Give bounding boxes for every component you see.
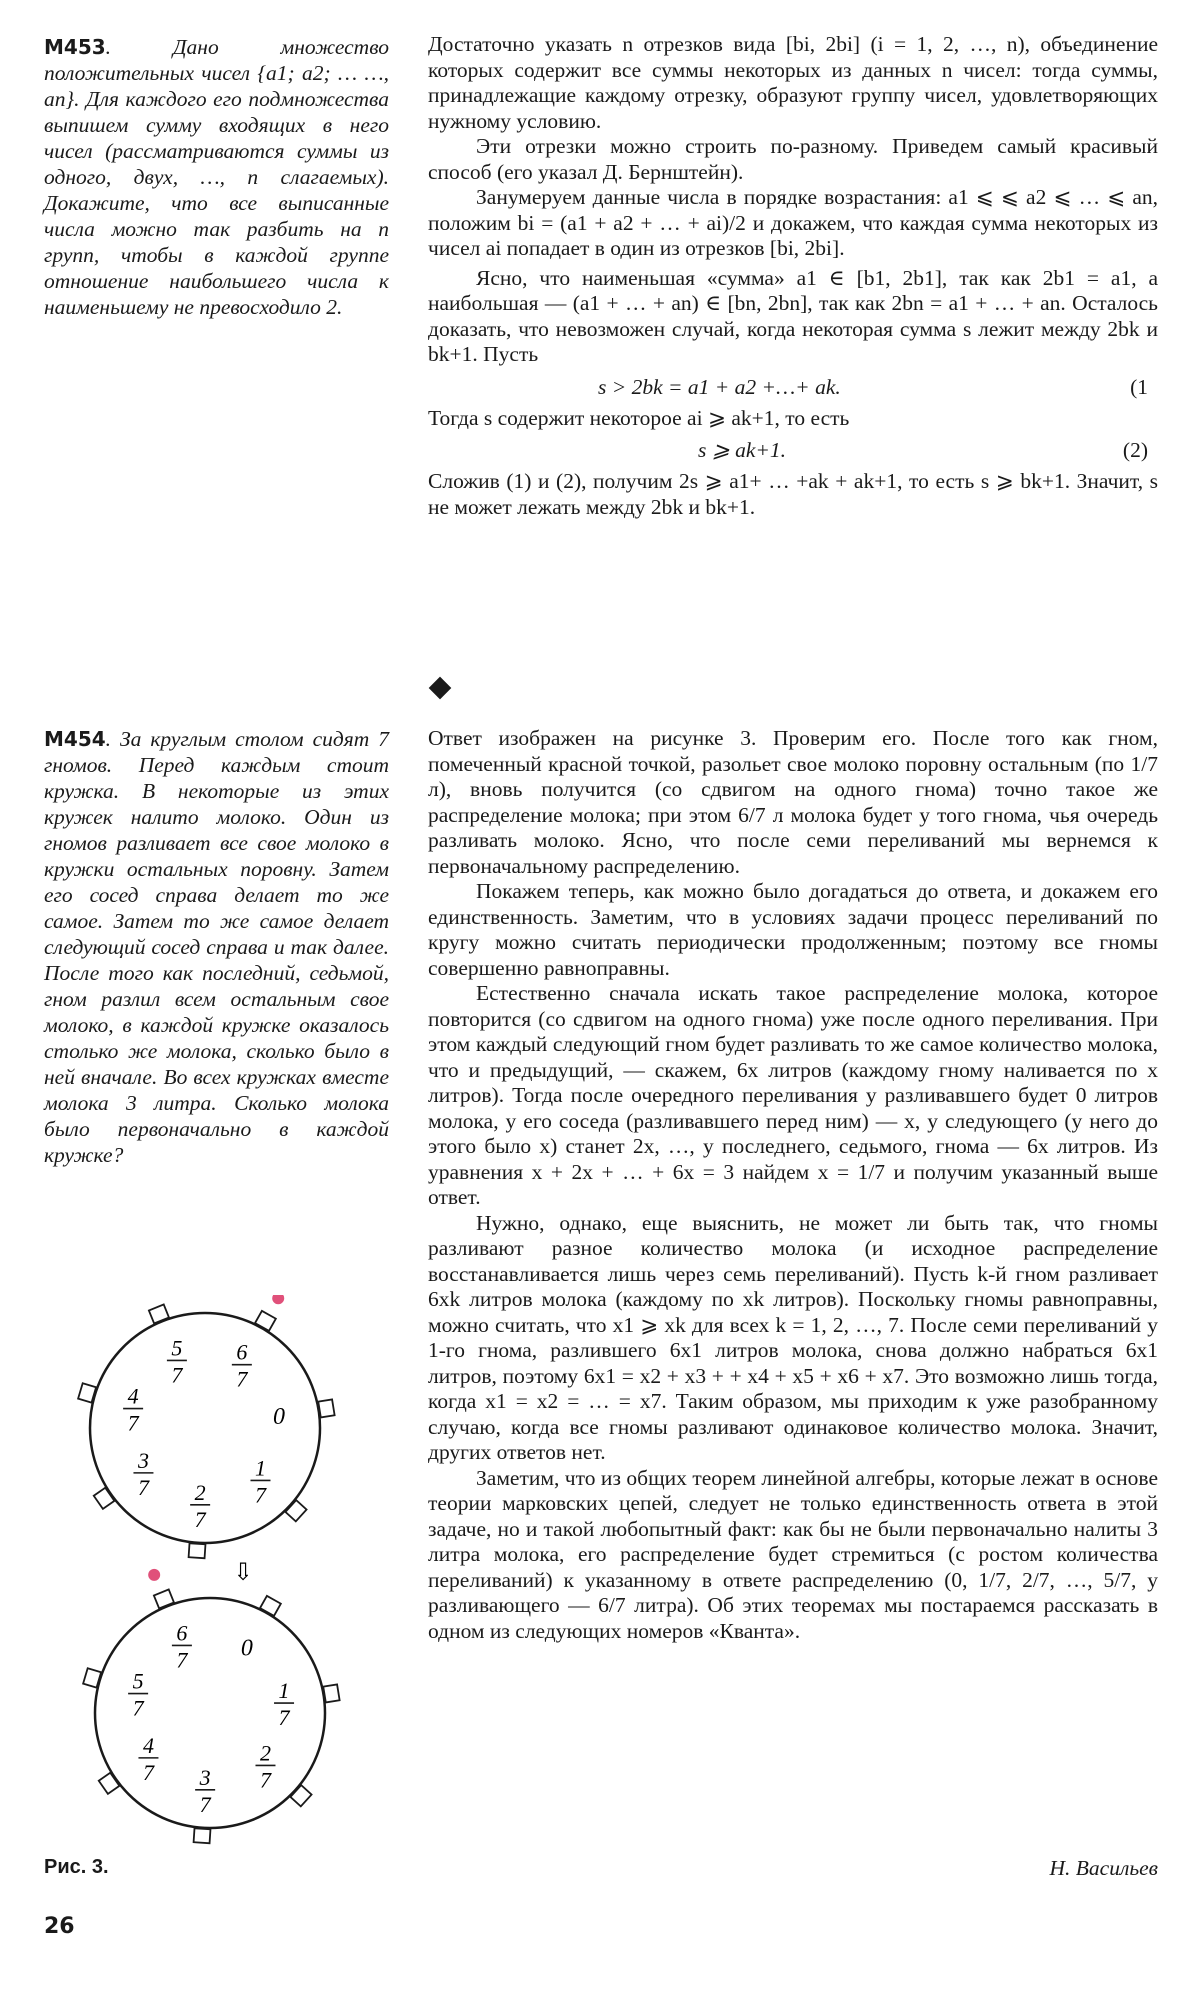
bottom-circle-numerator: 6 [176, 1620, 188, 1646]
down-arrow-icon: ⇩ [233, 1560, 254, 1586]
formula-2 [428, 435, 1158, 465]
bottom-circle-denominator: 7 [259, 1767, 271, 1793]
bottom-circle-denominator: 7 [199, 1791, 211, 1817]
formula-1-number: (1 [1130, 374, 1148, 399]
bottom-circle-value: 0 [240, 1635, 253, 1662]
bottom-circle-mug [290, 1785, 311, 1806]
top-circle-denominator: 7 [137, 1474, 149, 1500]
m453-solution-p2: Эти отрезки можно строить по-разному. Приведем самый красивый способ (его указал Д. Бернштейн). [428, 134, 1158, 184]
m453-statement [44, 34, 389, 320]
m453-solution-p3: Занумеруем данные числа в порядке возрастания: a1 ⩽ ⩽ a2 ⩽ … ⩽ an, положим bi = (a1 + a2 + … + ai)/2 и докажем, что каждая сумма некоторых из чисел ai попадает в один из отрезков [bi, 2bi]. [428, 185, 1158, 260]
author: Н. Васильев [1049, 1856, 1158, 1880]
bottom-circle [83, 1569, 340, 1843]
bottom-circle-numerator: 2 [259, 1740, 271, 1766]
formula-1-text: s > 2bk = a1 + a2 +…+ ak. [598, 374, 841, 399]
top-circle-denominator: 7 [194, 1506, 206, 1532]
m453-between-text: Тогда s содержит некоторое ai ⩾ ak+1, то есть [428, 405, 850, 430]
bottom-circle-numerator: 1 [278, 1678, 290, 1704]
bottom-circle-mug [260, 1596, 281, 1616]
bottom-circle-mug [99, 1773, 120, 1794]
bottom-circle-numerator: 5 [132, 1668, 144, 1694]
top-circle-denominator: 7 [171, 1362, 183, 1388]
bottom-circle-numerator: 3 [199, 1764, 211, 1790]
top-circle-mug [285, 1500, 306, 1521]
top-circle-mug [189, 1543, 206, 1558]
bottom-circle-denominator: 7 [142, 1759, 154, 1785]
formula-2-number: (2) [1122, 438, 1148, 462]
m453-label: M453 [44, 35, 106, 59]
bottom-circle-red-dot [148, 1569, 160, 1581]
top-circle [78, 1295, 335, 1558]
page-number: 26 [44, 1914, 75, 1939]
bottom-circle-denominator: 7 [278, 1705, 290, 1731]
m454-solution-p2: Покажем теперь, как можно было догадаться до ответа, и докажем его единственность. Заметим, что в условиях задачи процесс переливаний по кругу можно считать периодически продолженным; поэтому все гномы совершенно равноправны. [428, 879, 1158, 980]
m454-solution-p3: Естественно сначала искать такое распределение молока, которое повторится (со сдвигом на одного гнома) уже после одного переливания. При этом каждый следующий гном будет разливать то же самое количество молока, что и предыдущий, — скажем, 6x литров (каждому гному наливается по x литров). Тогда после очередного переливания у разливавшего будет 0 литров молока, у его соседа (разливавшего перед ним) — x, у следующего (у него до этого было x) станет 2x, …, у последнего, седьмого, гнома — 6x литров. Из уравнения x + 2x + … + 6x = 3 найдем x = 1/7 и получим указанный выше ответ. [428, 981, 1158, 1209]
formula-1 [428, 372, 1158, 402]
bottom-circle-mug [323, 1684, 339, 1702]
top-circle-numerator: 4 [127, 1383, 139, 1409]
bottom-circle-mug [194, 1828, 211, 1843]
m453-solution-p4: Ясно, что наименьшая «сумма» a1 ∈ [b1, 2b1], так как 2b1 = a1, а наибольшая — (a1 + … + an) ∈ [bn, 2bn], так как 2bn = a1 + … + an. Осталось доказать, что невозможен случай, когда некоторая сумма s лежит между 2bk и bk+1. Пусть [428, 265, 1158, 366]
top-circle-numerator: 1 [254, 1455, 266, 1481]
m453-solution-p1: Достаточно указать n отрезков вида [bi, 2bi] (i = 1, 2, …, n), объединение которых содержит все суммы некоторых из данных n чисел: тогда суммы, принадлежащие каждому отрезку, образуют группу чисел, удовлетворяющих нужному условию. [428, 32, 1158, 133]
top-circle-denominator: 7 [254, 1482, 266, 1508]
formula-2-text: s ⩾ ak+1. [698, 438, 787, 462]
bottom-circle-numerator: 4 [142, 1732, 154, 1758]
top-circle-numerator: 2 [194, 1479, 206, 1505]
top-circle-denominator: 7 [127, 1410, 139, 1436]
m453-conclusion: Сложив (1) и (2), получим 2s ⩾ a1+ … +ak + ak+1, то есть s ⩾ bk+1. Значит, s не может лежать между 2bk и bk+1. [428, 469, 1158, 519]
m454-label: M454 [44, 727, 106, 751]
m454-statement [44, 726, 389, 1168]
top-circle-value: 0 [273, 1404, 286, 1431]
section-divider-diamond [429, 677, 452, 700]
top-circle-mug [318, 1399, 334, 1417]
m454-solution-p4: Нужно, однако, еще выяснить, не может ли быть так, что гномы разливают разное количество молока (и исходное распределение восстанавливается лишь через семь переливаний). Пусть k-й гном разливает 6xk литров молока (каждому по xk литров). Поскольку гномы равноправны, можно считать, что x1 ⩾ xk для всех k = 1, 2, …, 7. После семи переливаний у 1-го гнома, разлившего 6x1 литров молока, снова должно набраться 6x1 литров, поэтому 6x1 = x2 + x3 + + x4 + x5 + x6 + x7. Это возможно лишь тогда, когда x1 = x2 = … = x7. Таким образом, мы приходим к уже разобранному случаю, когда все гномы разливают одинаковое количество молока. Значит, других ответов нет. [428, 1210, 1158, 1464]
top-circle-numerator: 5 [171, 1335, 183, 1361]
top-circle-denominator: 7 [236, 1366, 248, 1392]
m453-solution [428, 32, 1158, 520]
m454-solution-p1: Ответ изображен на рисунке 3. Проверим его. После того как гном, помеченный красной точкой, разольет свое молоко поровну остальным (по 1/7 л), вновь получится (со сдвигом на одного гнома) точно такое же распределение молока; при этом 6/7 л молока будет у того гнома, чья очередь разливать молоко. Ясно, что после семи переливаний мы вернемся к первоначальному распределению. [428, 726, 1158, 878]
bottom-circle-denominator: 7 [132, 1695, 144, 1721]
top-circle-mug [94, 1488, 115, 1509]
m454-statement-text: . За круглым столом сидят 7 гномов. Перед каждым стоит кружка. В некоторые из этих кружек налито молоко. Один из гномов разливает все свое молоко в кружки остальных поровну. Затем его сосед справа делает то же самое. Затем то же самое делает следующий сосед справа и так далее. После того как последний, седьмой, гном разлил всем остальным свое молоко, в каждой кружке оказалось столько же молока, сколько было в ней вначале. Во всех кружках вместе молока 3 литра. Сколько молока было первоначально в каждой кружке? [44, 727, 389, 1167]
figure-3-gnome-circles [40, 1295, 380, 1845]
m454-solution-p5: Заметим, что из общих теорем линейной алгебры, которые лежат в основе теории марковских цепей, следует не только единственность ответа в этой задаче, но и такой любопытный факт: как бы не были первоначально налиты 3 литра молока, его распределение будет стремиться (с ростом количества переливаний) к указанному в ответе распределению (0, 1/7, 2/7, …, 5/7, у разливающего — 6/7 литра). Об этих теоремах мы постараемся рассказать в одном из следующих номеров «Кванта». [428, 1465, 1158, 1643]
top-circle-mug [255, 1311, 276, 1331]
top-circle-numerator: 3 [137, 1447, 149, 1473]
bottom-circle-denominator: 7 [176, 1647, 188, 1673]
top-circle-numerator: 6 [236, 1339, 248, 1365]
m453-statement-text: . Дано множество положительных чисел {a1; a2; … …, an}. Для каждого его подмножества выпишем сумму входящих в него чисел (рассматриваются суммы из одного, двух, …, n слагаемых). Докажите, что все выписанные числа можно так разбить на n групп, чтобы в каждой группе отношение наибольшего числа к наименьшему не превосходило 2. [44, 35, 389, 319]
m454-solution [428, 726, 1158, 1644]
figure-caption: Рис. 3. [44, 1856, 109, 1878]
top-circle-red-dot [272, 1295, 284, 1304]
